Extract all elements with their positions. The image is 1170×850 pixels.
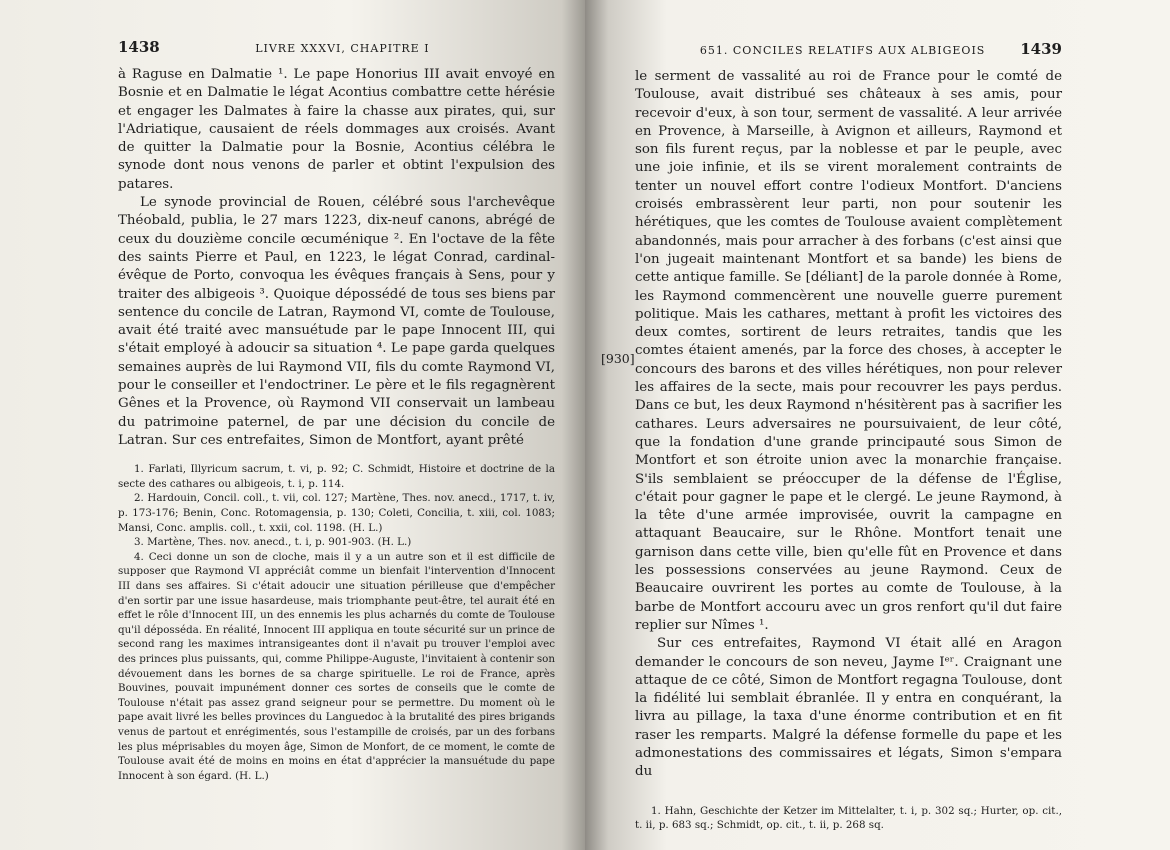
left-footnote-3: 3. Martène, Thes. nov. anecd., t. i, p. 901-903. (H. L.) [134, 536, 412, 549]
right-running-header [635, 40, 1062, 58]
right-footnotes [635, 804, 1062, 833]
right-page [585, 0, 1170, 850]
right-paragraph-2: Sur ces entrefaites, Raymond VI était allé en Aragon demander le concours de son neveu, Jayme Iᵉʳ. Craignant une attaque de ce côté, Simon de Montfort regagna Toulouse, dont la fidélité lui semblait ébranlée. Il y entra en conquérant, la livra au pillage, la taxa d'une énorme contribution et en fit raser les remparts. Malgré la défense formelle du pape et les admonestations des commissaires et légats, Simon s'empara du [635, 636, 1062, 780]
left-footnotes [118, 462, 555, 783]
left-page-number: 1438 [118, 38, 160, 56]
right-paragraph-1: le serment de vassalité au roi de France pour le comté de Toulouse, avait distribué ses châteaux à ses amis, pour recevoir d'eux, à son tour, serment de vassalité. A leur arrivée en Provence, à Marseille, à Avignon et ailleurs, Raymond et son fils furent reçus, par la noblesse et par le peuple, avec une joie infinie, et ils se virent moralement contraints de tenter un nouvel effort contre l'odieux Montfort. D'anciens croisés embrassèrent leur parti, non pour soutenir les hérétiques, que les comtes de Toulouse avaient complètement abandonnés, mais pour arracher à des forbans (c'est ainsi que l'on jugeait maintenant Montfort et sa bande) les biens de cette antique famille. Se [déliant] de la parole donnée à Rome, les Raymond commencèrent une nouvelle guerre purement politique. Mais les cathares, mettant à profit les victoires des deux comtes, sortirent de leurs retraites, tandis que les comtes étaient amenés, par la force des choses, à accepter le concours des barons et des villes hérétiques, non pour relever les affaires de la secte, mais pour recouvrer les pays perdus. Dans ce but, les deux Raymond n'hésitèrent pas à sacrifier les cathares. Leurs adversaires ne poursuivaient, de leur côté, que la fondation d'une grande principauté sous Simon de Montfort et son étroite union avec la monarchie française. S'ils semblaient se préoccuper de la défense de l'Église, c'était pour gagner le pape et le clergé. Le jeune Raymond, à la tête d'une armée improvisée, ouvrit la campagne en attaquant Beaucaire, sur le Rhône. Montfort tenait une garnison dans cette ville, bien qu'elle fût en Provence et dans les possessions conservées au jeune Raymond. Ceux de Beaucaire ouvrirent les portes au comte de Toulouse, à la barbe de Montfort accouru avec un gros renfort qu'il dut faire replier sur Nîmes ¹. [635, 69, 1062, 633]
left-body-text [118, 66, 555, 450]
margin-page-reference: [930] [601, 351, 635, 366]
left-paragraph-2: Le synode provincial de Rouen, célébré sous l'archevêque Théobald, publia, le 27 mars 1223, dix-neuf canons, abrégé de ceux du douzième concile œcuménique ². En l'octave de la fête des saints Pierre et Paul, en 1223, le légat Conrad, cardinal-évêque de Porto, convoqua les évêques français à Sens, pour y traiter des albigeois ³. Quoique dépossédé de tous ses biens par sentence du concile de Latran, Raymond VI, comte de Toulouse, avait été traité avec mansuétude par le pape Innocent III, qui s'était employé à adoucir sa situation ⁴. Le pape garda quelques semaines auprès de lui Raymond VII, fils du comte Raymond VI, pour le conseiller et l'endoctriner. Le père et le fils regagnèrent Gênes et la Provence, où Raymond VII conservait un lambeau du patrimoine paternel, de par une décision du concile de Latran. Sur ces entrefaites, Simon de Montfort, ayant prêté [118, 195, 555, 448]
left-running-header [118, 38, 555, 56]
right-running-head: 651. CONCILES RELATIFS AUX ALBIGEOIS [699, 44, 986, 57]
left-paragraph-1: à Raguse en Dalmatie ¹. Le pape Honorius III avait envoyé en Bosnie et en Dalmatie le légat Acontius combattre cette hérésie et engager les Dalmates à faire la chasse aux pirates, qui, sur l'Adriatique, causaient de réels dommages aux croisés. Avant de quitter la Dalmatie pour la Bosnie, Acontius célébra le synode dont nous venons de parler et obtint l'expulsion des patares. [118, 67, 555, 192]
right-page-number: 1439 [1020, 40, 1062, 58]
left-footnote-2: 2. Hardouin, Concil. coll., t. vii, col. 127; Martène, Thes. nov. anecd., 1717, t. iv, p. 173-176; Benin, Conc. Rotomagensia, p. 130; Coleti, Concilia, t. xiii, col. 1083; Mansi, Conc. amplis. coll., t. xxii, col. 1198. (H. L.) [118, 492, 555, 534]
left-running-head: LIVRE XXXVI, CHAPITRE I [255, 42, 430, 55]
left-footnote-4: 4. Ceci donne un son de cloche, mais il y a un autre son et il est difficile de supposer que Raymond VI appréciât comme un bienfait l'intervention d'Innocent III dans ses affaires. Si c'était adoucir une situation périlleuse que d'empêcher d'en sortir par une issue hasardeuse, mais triomphante peut-être, tel aurait été en effet le rôle d'Innocent III, un des ennemis les plus acharnés du comte de Toulouse qu'il déposséda. En réalité, Innocent III appliqua en toute sécurité sur un prince de second rang les maximes intransigeantes dont il n'avait pu trouver l'emploi avec des princes plus puissants, qui, comme Philippe-Auguste, l'invitaient à contenir son dévouement dans les bornes de sa charge spirituelle. Le roi de France, après Bouvines, pouvait impunément donner ces sortes de conseils que le comte de Toulouse n'était pas assez grand seigneur pour se permettre. Du moment où le pape avait livré les belles provinces du Languedoc à la brutalité des pires brigands venus de partout et enrégimentés, sous l'estampille de croisés, par un des forbans les plus méprisables du moyen âge, Simon de Monfort, de ce moment, le comte de Toulouse avait été de moins en moins en état d'apprécier la mansuétude du pape Innocent à son égard. (H. L.) [118, 550, 555, 782]
right-footnote-1: 1. Hahn, Geschichte der Ketzer im Mittelalter, t. i, p. 302 sq.; Hurter, op. cit., t. ii, p. 683 sq.; Schmidt, op. cit., t. ii, p. 268 sq. [635, 804, 1062, 832]
left-footnote-1: 1. Farlati, Illyricum sacrum, t. vi, p. 92; C. Schmidt, Histoire et doctrine de la secte des cathares ou albigeois, t. i, p. 114. [118, 463, 555, 490]
right-body-text [635, 68, 1062, 782]
